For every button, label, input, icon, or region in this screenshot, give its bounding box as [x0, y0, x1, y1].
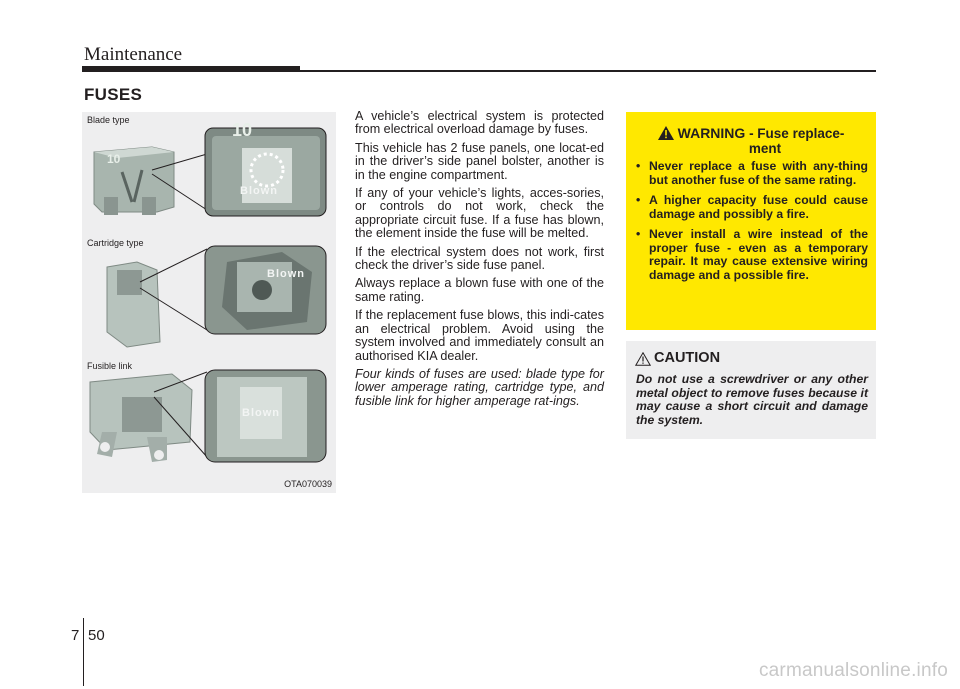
body-paragraph: If the electrical system does not work, first check the driver’s side fuse panel.	[355, 244, 604, 273]
figure-label-blade: Blade type	[87, 115, 130, 125]
caution-triangle-icon	[635, 352, 651, 366]
fusible-link-icon	[90, 370, 326, 462]
bullet-icon: •	[636, 227, 641, 241]
warning-item: • A higher capacity fuse could cause damage and possibly a fire.	[636, 193, 868, 221]
blown-label-cartridge: Blown	[267, 268, 305, 280]
warning-item: • Never replace a fuse with any-thing but another fuse of the same rating.	[636, 159, 868, 187]
body-paragraph-italic: Four kinds of fuses are used: blade type for lower amperage rating, cartridge type, and fusible link for higher amperage rat-ings.	[355, 366, 604, 408]
caution-box	[626, 341, 876, 439]
warning-header	[626, 126, 876, 156]
figure-label-cartridge: Cartridge type	[87, 238, 144, 248]
cartridge-fuse-icon	[107, 246, 326, 347]
warning-triangle-icon	[658, 126, 674, 140]
chapter-number: 7	[71, 627, 80, 644]
warning-list	[636, 160, 868, 289]
body-paragraph: This vehicle has 2 fuse panels, one locat-ed in the driver’s side panel bolster, another is in the engine compartment.	[355, 140, 604, 182]
bullet-icon: •	[636, 159, 641, 173]
warning-item: • Never install a wire instead of the proper fuse - even as a temporary repair. It may cause extensive wiring damage and a possible fire.	[636, 227, 868, 282]
section-title: FUSES	[84, 85, 143, 104]
header-title: Maintenance	[84, 44, 183, 65]
fuse-figure	[82, 112, 336, 493]
body-paragraph: Always replace a blown fuse with one of the same rating.	[355, 276, 604, 304]
header-bar	[82, 66, 300, 72]
caution-title: CAUTION	[654, 350, 721, 366]
body-text	[355, 110, 604, 413]
body-paragraph: A vehicle’s electrical system is protected from electrical overload damage by fuses.	[355, 109, 604, 137]
warning-subtitle: - Fuse replace-	[745, 126, 845, 141]
figure-label-fusible-link: Fusible link	[87, 361, 133, 371]
figure-code: OTA070039	[284, 479, 332, 489]
body-paragraph: If any of your vehicle’s lights, acces-sories, or controls do not work, check the appropriate circuit fuse. If a fuse has blown, the element inside the fuse will be melted.	[355, 186, 604, 241]
header-rule	[300, 70, 876, 72]
page-number: 50	[88, 627, 105, 644]
body-paragraph: If the replacement fuse blows, this indi-cates an electrical problem. Avoid using the system involved and immediately consult an authorised KIA dealer.	[355, 308, 604, 363]
blown-label-blade: Blown	[240, 185, 278, 197]
blade-fuse-icon	[94, 128, 326, 216]
warning-box	[626, 112, 876, 330]
blade-fuse-number: 10	[107, 152, 121, 166]
warning-subtitle-cont: ment	[748, 141, 782, 156]
blade-fuse-top-number: 10	[232, 120, 253, 140]
page-divider	[83, 618, 84, 686]
caution-text: Do not use a screwdriver or any other metal object to remove fuses because it may cause a short circuit and damage the system.	[636, 372, 868, 427]
fuse-illustrations	[82, 112, 336, 493]
blown-label-fusible: Blown	[242, 407, 280, 419]
watermark: carmanualsonline.info	[758, 660, 948, 681]
bullet-icon: •	[636, 193, 641, 207]
warning-title: WARNING	[677, 125, 746, 141]
